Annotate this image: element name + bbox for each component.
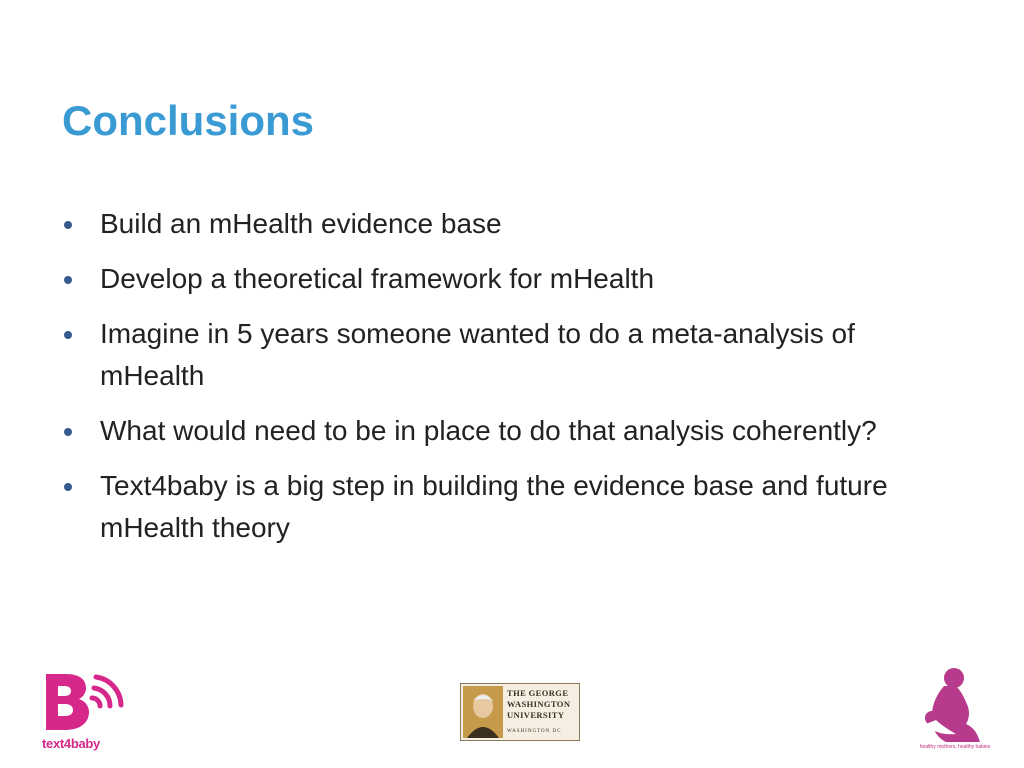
gwu-logo [460,683,580,741]
bullet-dot-icon [64,331,72,339]
gwu-location: WASHINGTON DC [507,729,562,734]
bullet-item [58,258,938,300]
bullet-text: Imagine in 5 years someone wanted to do a meta-analysis of mHealth [100,318,855,391]
bullet-text: Develop a theoretical framework for mHealth [100,263,655,294]
bullet-item [58,410,938,452]
healthy-mothers-tagline: healthy mothers, healthy babies [919,744,991,750]
b-signal-icon [40,668,126,734]
bullet-dot-icon [64,276,72,284]
bullet-list [58,203,938,562]
mother-baby-icon [916,664,994,744]
bullet-item [58,203,938,245]
slide-title: Conclusions [62,97,315,144]
healthy-mothers-logo [916,664,994,756]
bullet-text: What would need to be in place to do that analysis coherently? [100,415,877,446]
bullet-text: Text4baby is a big step in building the evidence base and future mHealth theory [100,470,888,543]
bullet-dot-icon [64,428,72,436]
gwu-name: THE GEORGE WASHINGTON UNIVERSITY [507,688,571,720]
bullet-item [58,313,938,397]
bullet-dot-icon [64,483,72,491]
text4baby-logo [40,668,130,758]
text4baby-wordmark: text4baby [42,736,100,751]
washington-portrait-icon [463,686,503,738]
bullet-text: Build an mHealth evidence base [100,208,502,239]
bullet-item [58,465,938,549]
bullet-dot-icon [64,221,72,229]
